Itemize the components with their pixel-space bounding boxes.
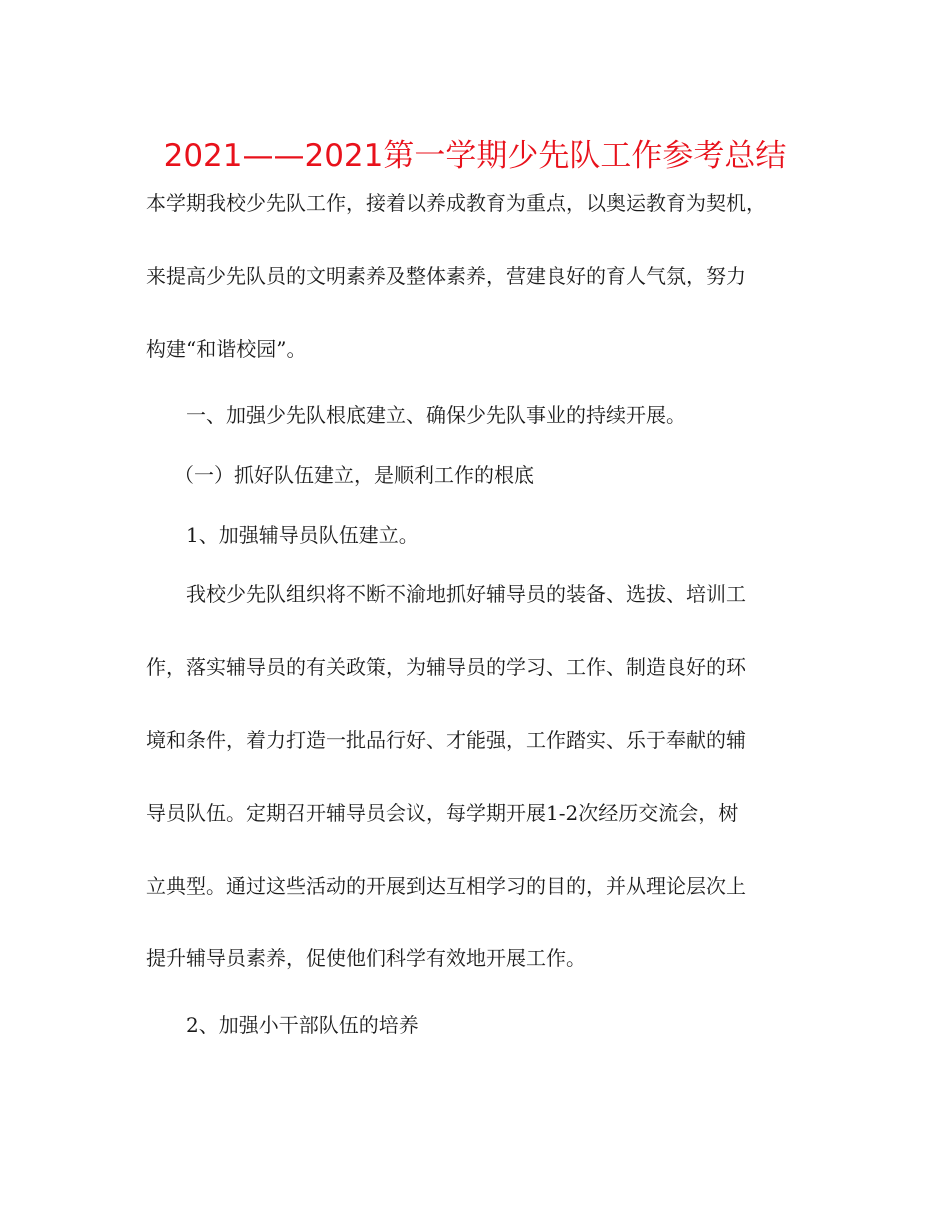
paragraph-line: 作，落实辅导员的有关政策，为辅导员的学习、工作、制造良好的环	[146, 655, 746, 679]
paragraph-line: 构建“和谐校园”。	[146, 337, 307, 361]
subsection-heading: （一）抓好队伍建立，是顺利工作的根底	[174, 463, 534, 487]
paragraph-line: 立典型。通过这些活动的开展到达互相学习的目的，并从理论层次上	[146, 874, 746, 898]
section-heading: 一、加强少先队根底建立、确保少先队事业的持续开展。	[186, 403, 686, 427]
paragraph-line: 导员队伍。定期召开辅导员会议，每学期开展1-2次经历交流会，树	[146, 801, 739, 825]
paragraph-line: 境和条件，着力打造一批品行好、才能强，工作踏实、乐于奉献的辅	[146, 728, 746, 752]
item-heading: 1、加强辅导员队伍建立。	[186, 523, 419, 547]
document-title: 2021——2021第一学期少先队工作参考总结	[163, 138, 787, 174]
paragraph-line: 来提高少先队员的文明素养及整体素养，营建良好的育人气氛，努力	[146, 264, 746, 288]
paragraph-line: 本学期我校少先队工作，接着以养成教育为重点，以奥运教育为契机，	[146, 191, 766, 215]
item-heading: 2、加强小干部队伍的培养	[186, 1013, 419, 1037]
paragraph-line: 提升辅导员素养，促使他们科学有效地开展工作。	[146, 946, 586, 970]
paragraph-line: 我校少先队组织将不断不渝地抓好辅导员的装备、选拔、培训工	[186, 582, 746, 606]
